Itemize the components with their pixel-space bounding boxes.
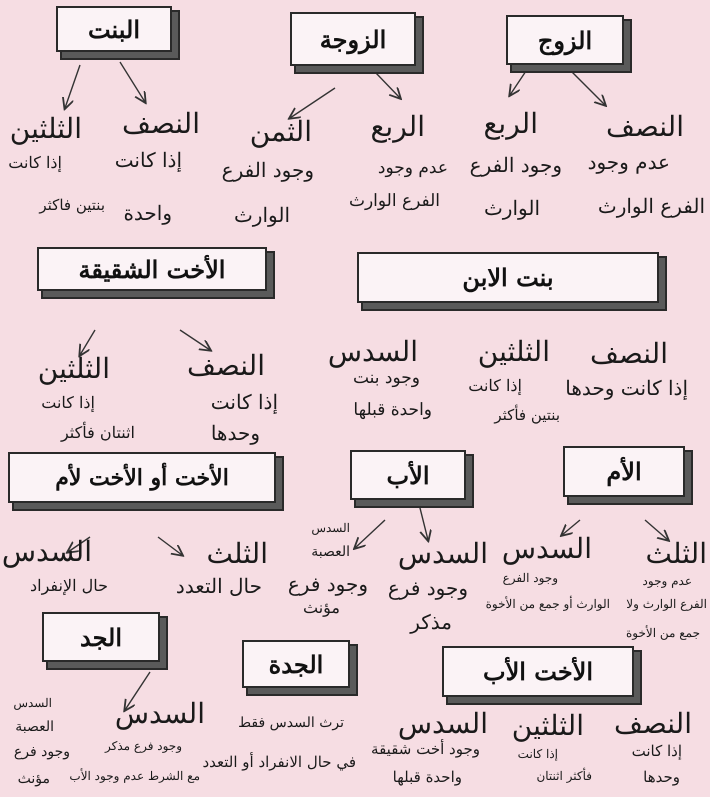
father-residue-cond-2: مؤنث [303, 598, 340, 617]
husband-half-label: النصف [605, 110, 684, 143]
grandfather-sixth-cond-1: وجود فرع مذكر [105, 739, 182, 753]
box-mother: الأم [563, 446, 685, 497]
grandfather-sixth-label: السدس [114, 697, 205, 730]
grandfather-sixth-residue-label: السدس [13, 696, 52, 710]
arrow-father-residue [355, 520, 385, 548]
box-grandmother: الجدة [242, 640, 350, 688]
grandfather-residue-label: العصبة [15, 719, 54, 735]
daughter-half-label: النصف [121, 107, 200, 140]
mother-sixth-cond-2: الوارث أو جمع من الأخوة [485, 597, 610, 611]
full-sister-two-thirds-label: الثلثين [37, 352, 110, 385]
sons-daughter-sixth-label: السدس [327, 335, 418, 368]
box-father: الأب [350, 450, 466, 500]
wife-eighth-cond-1: وجود الفرع [221, 158, 314, 182]
box-maternal-sibling: الأخت أو الأخت لأم [8, 452, 276, 503]
husband-quarter-label: الربع [483, 107, 538, 140]
arrow-husband-quarter [510, 65, 530, 95]
husband-half-cond-1: عدم وجود [587, 150, 670, 174]
father-sixth-residue-label: السدس [311, 521, 350, 535]
arrow-father-sixth [418, 500, 428, 540]
grandfather-sixth-cond-2: مع الشرط عدم وجود الأب [69, 769, 200, 783]
father-residue-cond-1: وجود فرع [287, 572, 368, 596]
mother-third-cond-2: الفرع الوارث ولا [626, 597, 707, 611]
father-sixth-cond-1: وجود فرع [387, 576, 468, 600]
box-daughter: البنت [56, 6, 172, 52]
wife-eighth-cond-2: الوارث [233, 203, 290, 227]
paternal-sister-half-label: النصف [613, 707, 692, 740]
full-sister-half-label: النصف [186, 349, 265, 382]
mother-sixth-label: السدس [501, 532, 592, 565]
box-sons-daughter: بنت الابن [357, 252, 659, 303]
sons-daughter-two-thirds-cond-1: إذا كانت [468, 376, 522, 395]
maternal-sibling-sixth-cond: حال الإنفراد [30, 576, 108, 595]
grandfather-residue-cond-2: مؤنث [17, 771, 50, 787]
paternal-sister-two-thirds-label: الثلثين [511, 709, 584, 742]
wife-quarter-label: الربع [370, 110, 425, 143]
full-sister-two-thirds-cond-2: اثنتان فأكثر [60, 423, 135, 442]
father-residue-label: العصبة [311, 544, 350, 560]
mother-sixth-cond-1: وجود الفرع [502, 571, 558, 585]
daughter-half-cond-1: إذا كانت [114, 148, 182, 172]
box-paternal-sister: الأخت الأب [442, 646, 634, 697]
daughter-two-thirds-cond-2: بنتين فاكثر [39, 196, 105, 214]
mother-third-cond-1: عدم وجود [642, 574, 692, 588]
box-full-sister: الأخت الشقيقة [37, 247, 267, 291]
sons-daughter-two-thirds-cond-2: بنتين فأكثر [494, 406, 560, 424]
sons-daughter-half-label: النصف [589, 337, 668, 370]
grandfather-residue-cond-1: وجود فرع [13, 744, 70, 760]
wife-quarter-cond-2: الفرع الوارث [348, 191, 440, 211]
maternal-sibling-third-label: الثلث [206, 537, 268, 570]
paternal-sister-two-thirds-cond-1: إذا كانت [517, 747, 558, 761]
mother-third-label: الثلث [645, 537, 707, 570]
arrow-wife-quarter [375, 72, 400, 98]
maternal-sibling-sixth-label: السدس [1, 535, 92, 568]
full-sister-half-cond-1: إذا كانت [210, 390, 278, 414]
arrow-daughter-half [120, 62, 145, 102]
daughter-two-thirds-cond-1: إذا كانت [8, 153, 62, 172]
arrow-sister-half [180, 330, 210, 350]
daughter-two-thirds-label: الثلثين [9, 112, 82, 145]
husband-half-cond-2: الفرع الوارث [597, 194, 705, 218]
arrow-husband-half [560, 60, 605, 105]
paternal-sister-half-cond-2: وحدها [643, 768, 680, 786]
husband-quarter-cond-2: الوارث [483, 196, 540, 220]
husband-quarter-cond-1: وجود الفرع [469, 153, 562, 177]
paternal-sister-sixth-cond-2: واحدة قبلها [392, 768, 462, 786]
box-wife: الزوجة [290, 12, 416, 66]
paternal-sister-sixth-label: السدس [397, 707, 488, 740]
arrow-wife-eighth [290, 88, 335, 118]
father-sixth-label: السدس [397, 537, 488, 570]
mother-third-cond-3: جمع من الأخوة [625, 626, 700, 640]
sons-daughter-half-cond: إذا كانت وحدها [565, 376, 688, 400]
grandmother-note-2: في حال الانفراد أو التعدد [202, 753, 356, 771]
arrow-sibling-third [158, 537, 182, 555]
box-husband: الزوج [506, 15, 624, 65]
full-sister-half-cond-2: وحدها [210, 421, 260, 445]
paternal-sister-two-thirds-cond-2: فأكثر اثنتان [536, 769, 592, 783]
paternal-sister-half-cond-1: إذا كانت [631, 742, 682, 760]
sons-daughter-sixth-cond-1: وجود بنت [352, 368, 420, 388]
wife-quarter-cond-1: عدم وجود [377, 158, 448, 178]
maternal-sibling-third-cond: حال التعدد [175, 574, 262, 598]
grandmother-note-1: ترث السدس فقط [238, 715, 344, 731]
father-sixth-cond-2: مذكر [410, 610, 452, 634]
paternal-sister-sixth-cond-1: وجود أخت شقيقة [371, 740, 480, 758]
arrow-daughter-two-thirds [65, 65, 80, 108]
wife-eighth-label: الثمن [249, 115, 312, 148]
box-grandfather: الجد [42, 612, 160, 662]
sons-daughter-two-thirds-label: الثلثين [477, 335, 550, 368]
full-sister-two-thirds-cond-1: إذا كانت [41, 393, 95, 412]
daughter-half-cond-2: واحدة [123, 201, 172, 225]
sons-daughter-sixth-cond-2: واحدة قبلها [353, 400, 432, 420]
